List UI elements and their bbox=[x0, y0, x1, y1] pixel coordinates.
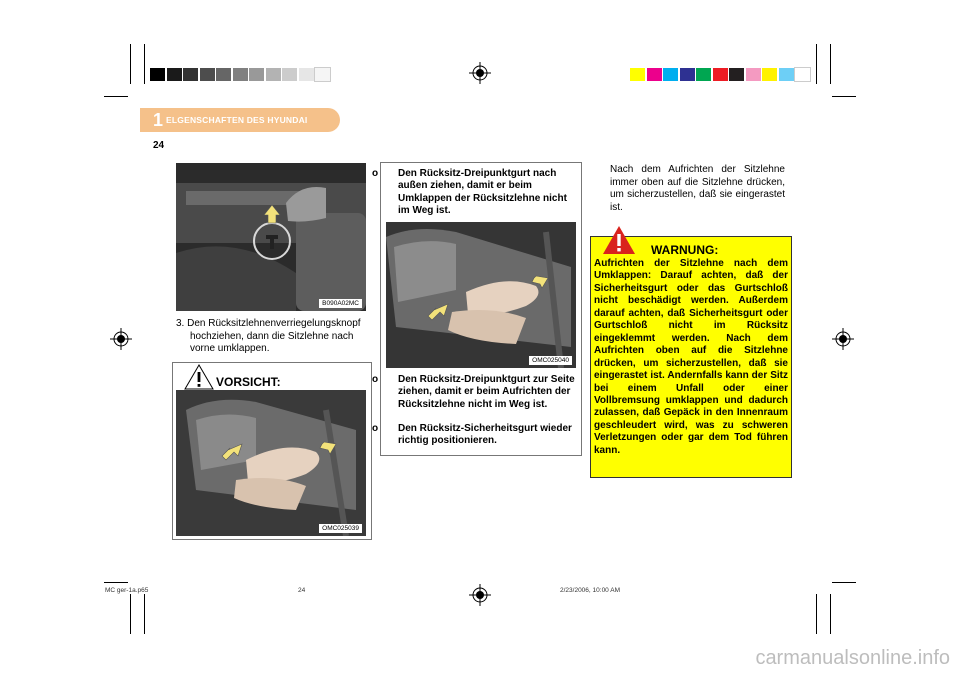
color-swatch bbox=[762, 68, 777, 81]
color-swatch bbox=[183, 68, 198, 81]
registration-mark-icon bbox=[469, 62, 491, 84]
color-swatch bbox=[630, 68, 645, 81]
footer-timestamp: 2/23/2006, 10:00 AM bbox=[560, 587, 620, 594]
seatbelt-fold-photo bbox=[176, 390, 366, 536]
bullet-item: o Den Rücksitz-Dreipunktgurt zur Seite ziehen, damit er beim Aufrichten der Rücksitzlehne nicht im Weg ist. bbox=[372, 374, 575, 410]
color-swatch bbox=[647, 68, 662, 81]
color-swatch bbox=[696, 68, 711, 81]
registration-mark-icon bbox=[110, 328, 132, 350]
color-swatch bbox=[680, 68, 695, 81]
page-number: 24 bbox=[153, 140, 165, 151]
color-swatch bbox=[200, 68, 215, 81]
color-swatch bbox=[167, 68, 182, 81]
color-swatch bbox=[266, 68, 281, 81]
photo-code: B090A02MC bbox=[319, 299, 362, 308]
color-swatch bbox=[663, 68, 678, 81]
color-swatch bbox=[779, 68, 794, 81]
registration-mark-icon bbox=[832, 328, 854, 350]
color-swatch bbox=[216, 68, 231, 81]
chapter-number: 1 bbox=[153, 110, 164, 130]
instruction-step-3: 3. Den Rücksitzlehnenverriegelungsknopf hochziehen, dann die Sitzlehne nach vorne umklappen. bbox=[176, 318, 361, 354]
footer-file-name: MC ger-1a.p65 bbox=[105, 587, 149, 594]
photo-code: OMC025040 bbox=[529, 356, 572, 365]
color-swatch bbox=[746, 68, 761, 81]
color-swatch bbox=[315, 68, 330, 81]
chapter-title: ELGENSCHAFTEN DES HYUNDAI bbox=[166, 115, 308, 125]
seatbelt-pull-photo bbox=[386, 222, 576, 368]
watermark: carmanualsonline.info bbox=[755, 647, 950, 669]
color-swatch bbox=[729, 68, 744, 81]
warning-box bbox=[590, 236, 792, 478]
registration-mark-icon bbox=[469, 584, 491, 606]
bullet-item: o Den Rücksitz-Sicherheitsgurt wieder richtig positionieren. bbox=[372, 423, 572, 447]
warning-text: Aufrichten der Sitzlehne nach dem Umklappen: Darauf achten, daß der Sicherheitsgurt oder das Gurtschloß nicht beschädigt werden. Außerdem darauf achten, daß Sicherheitsgurt oder Gurtschloß nicht im Rücksitz eingeklemmt werden. Nach dem Aufrichten oben auf die Sitzlehne drücken, um sicherzustellen, daß sie eingerastet ist. Andernfalls kann der Sitz bei einem Unfall oder einer Vollbremsung umklappen und dadurch zulassen, daß Gepäck in den Innenraum geschleudert wird, was zu schweren Verletzungen oder gar dem Tod führen kann. bbox=[594, 258, 788, 456]
color-swatch bbox=[150, 68, 165, 81]
footer-page: 24 bbox=[298, 587, 306, 594]
color-swatch bbox=[713, 68, 728, 81]
caution-title: VORSICHT: bbox=[216, 375, 281, 389]
warning-triangle-icon bbox=[602, 225, 636, 255]
warning-title: WARNUNG: bbox=[651, 243, 719, 257]
intro-paragraph: Nach dem Aufrichten der Sitzlehne immer oben auf die Sitzlehne drücken, um sicherzustellen, daß sie eingerastet ist. bbox=[610, 164, 785, 213]
photo-code: OMC025039 bbox=[319, 524, 362, 533]
caution-triangle-icon bbox=[184, 364, 214, 390]
color-swatch bbox=[795, 68, 810, 81]
color-swatch bbox=[282, 68, 297, 81]
color-swatch bbox=[233, 68, 248, 81]
color-swatch bbox=[249, 68, 264, 81]
bullet-item: o Den Rücksitz-Dreipunktgurt nach außen ziehen, damit er beim Umklappen der Rücksitzlehne nicht im Weg ist. bbox=[372, 168, 567, 217]
seatback-release-photo bbox=[176, 163, 366, 311]
color-swatch bbox=[299, 68, 314, 81]
